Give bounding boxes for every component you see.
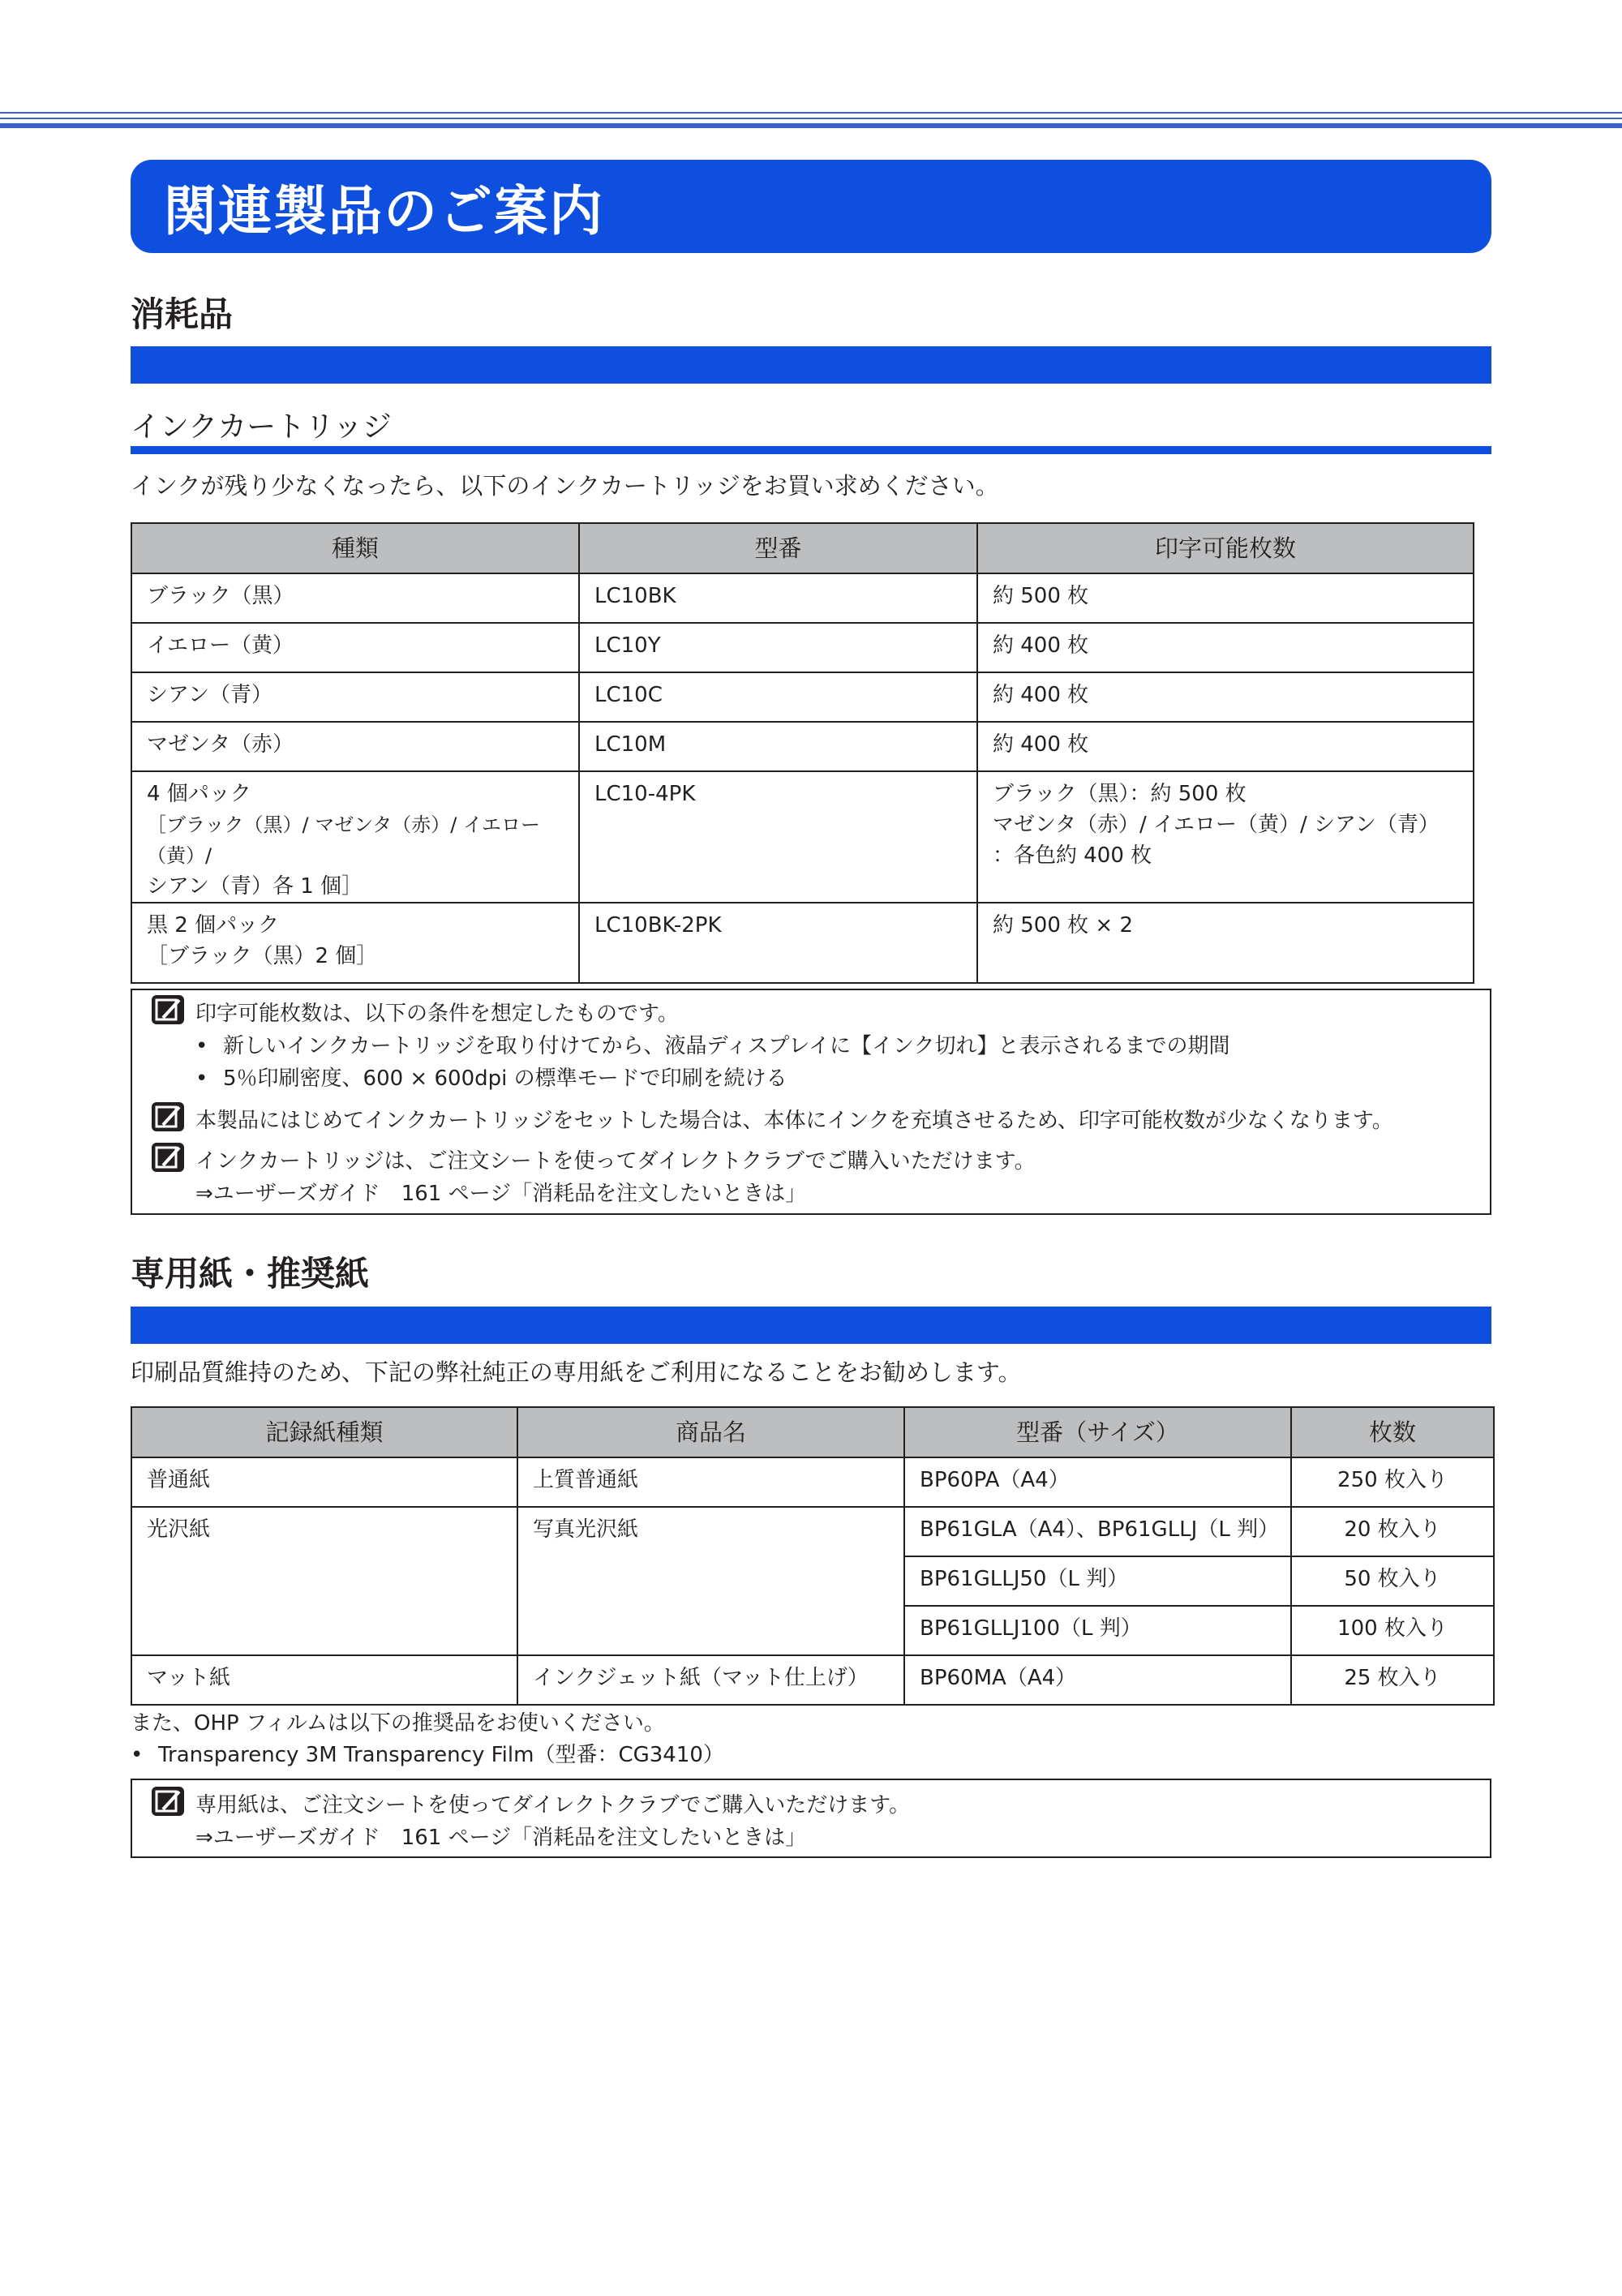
ink-type-line: シアン（青）各 1 個］	[147, 874, 363, 899]
ink-type-line: シアン（青）	[147, 683, 272, 707]
paper-kind-cell: 光沢紙	[131, 1507, 517, 1655]
ink-yield-line: 約 500 枚	[993, 584, 1089, 608]
table-row	[131, 1457, 1494, 1507]
note-reference-link[interactable]: ⇒ユーザーズガイド 161 ページ「消耗品を注文したいときは」	[195, 1182, 807, 1206]
ink-type-cell	[131, 771, 579, 903]
ink-yield-cell	[977, 722, 1474, 771]
table-row	[131, 722, 1474, 771]
ink-yield-cell	[977, 573, 1474, 623]
paper-count-cell: 100 枚入り	[1291, 1606, 1494, 1655]
paper-model-cell: BP60MA（A4）	[904, 1655, 1291, 1705]
consumables-heading-bar	[131, 346, 1491, 384]
table-row	[131, 771, 1474, 903]
bullet-marker: •	[195, 1066, 208, 1091]
paper-name-cell: インクジェット紙（マット仕上げ）	[517, 1655, 904, 1705]
top-rule-thin-1	[0, 112, 1622, 114]
ink-type-line: マゼンタ（赤）	[147, 732, 294, 757]
paper-table	[131, 1406, 1495, 1706]
ink-model-cell: LC10C	[579, 672, 977, 722]
table-row	[131, 573, 1474, 623]
ink-yield-cell	[977, 771, 1474, 903]
ink-type-line: ［ブラック（黒）2 個］	[147, 944, 378, 968]
ink-yield-line: ：各色約 400 枚	[993, 843, 1152, 868]
note-text: インクカートリッジは、ご注文シートを使ってダイレクトクラブでご購入いただけます。	[195, 1149, 1036, 1174]
table-header-cell: 種類	[131, 523, 579, 573]
bullet-marker: •	[131, 1743, 144, 1767]
consumables-heading: 消耗品	[131, 294, 234, 334]
bullet-marker: •	[195, 1034, 208, 1058]
table-header-cell: 型番	[579, 523, 977, 573]
ink-cartridge-heading-bar	[131, 446, 1491, 454]
ink-cartridge-heading: インクカートリッジ	[131, 410, 392, 444]
table-header-cell: 枚数	[1291, 1407, 1494, 1457]
paper-name-cell: 上質普通紙	[517, 1457, 904, 1507]
ink-yield-cell	[977, 623, 1474, 672]
paper-notes-box	[131, 1779, 1491, 1858]
ink-yield-line: ブラック（黒）：約 500 枚	[993, 782, 1247, 806]
table-header-cell: 商品名	[517, 1407, 904, 1457]
bullet-text: 5％印刷密度、600 × 600dpi の標準モードで印刷を続ける	[223, 1066, 787, 1091]
page-title-bar	[131, 160, 1491, 253]
note-reference-link[interactable]: ⇒ユーザーズガイド 161 ページ「消耗品を注文したいときは」	[195, 1826, 807, 1850]
paper-model-cell: BP61GLA（A4）、BP61GLLJ（L 判）	[904, 1507, 1291, 1556]
page-title: 関連製品のご案内	[163, 180, 604, 242]
ink-type-line: ［ブラック（黒）/ マゼンタ（赤）/ イエロー（黄）/	[147, 813, 541, 867]
paper-intro-text: 印刷品質維持のため、下記の弊社純正の専用紙をご利用になることをお勧めします。	[131, 1358, 1022, 1386]
table-row	[131, 672, 1474, 722]
ink-type-cell	[131, 722, 579, 771]
ink-model-cell: LC10M	[579, 722, 977, 771]
paper-model-cell: BP61GLLJ100（L 判）	[904, 1606, 1291, 1655]
bullet-text: 新しいインクカートリッジを取り付けてから、液晶ディスプレイに【インク切れ】と表示されるまでの期間	[223, 1034, 1230, 1058]
ink-model-cell: LC10BK	[579, 573, 977, 623]
ink-model-cell: LC10Y	[579, 623, 977, 672]
note-text: 印字可能枚数は、以下の条件を想定したものです。	[195, 1002, 679, 1026]
ink-type-line: 4 個パック	[147, 782, 251, 806]
paper-kind-cell: マット紙	[131, 1655, 517, 1705]
ink-yield-line: 約 400 枚	[993, 732, 1089, 757]
paper-count-cell: 25 枚入り	[1291, 1655, 1494, 1705]
paper-count-cell: 50 枚入り	[1291, 1556, 1494, 1606]
table-header-cell: 印字可能枚数	[977, 523, 1474, 573]
ink-intro-text: インクが残り少なくなったら、以下のインクカートリッジをお買い求めください。	[131, 472, 999, 500]
memo-pencil-icon	[152, 1143, 184, 1172]
paper-heading: 専用紙・推奨紙	[131, 1254, 370, 1294]
ink-yield-line: マゼンタ（赤）/ イエロー（黄）/ シアン（青）	[993, 813, 1440, 837]
paper-name-cell: 写真光沢紙	[517, 1507, 904, 1655]
memo-pencil-icon	[152, 1787, 184, 1816]
ink-type-cell	[131, 672, 579, 722]
ohp-item-text: Transparency 3M Transparency Film（型番：CG3410）	[158, 1743, 724, 1767]
memo-pencil-icon	[152, 1102, 184, 1131]
paper-kind-cell: 普通紙	[131, 1457, 517, 1507]
note-text: 専用紙は、ご注文シートを使ってダイレクトクラブでご購入いただけます。	[195, 1793, 911, 1817]
bullet-item	[195, 1029, 1230, 1059]
table-header-cell: 型番（サイズ）	[904, 1407, 1291, 1457]
paper-count-cell: 250 枚入り	[1291, 1457, 1494, 1507]
top-rule-thin-2	[0, 118, 1622, 119]
ink-type-line: イエロー（黄）	[147, 633, 294, 658]
bullet-item	[195, 1062, 787, 1092]
ink-yield-line: 約 400 枚	[993, 683, 1089, 707]
table-header-cell: 記録紙種類	[131, 1407, 517, 1457]
ink-model-cell: LC10-4PK	[579, 771, 977, 903]
ink-type-line: ブラック（黒）	[147, 584, 294, 608]
ink-yield-line: 約 500 枚 × 2	[993, 913, 1134, 938]
ink-type-line: 黒 2 個パック	[147, 913, 280, 938]
paper-count-cell: 20 枚入り	[1291, 1507, 1494, 1556]
paper-heading-bar	[131, 1307, 1491, 1344]
ink-cartridge-table	[131, 522, 1474, 984]
ink-yield-cell	[977, 672, 1474, 722]
ohp-text: また、OHP フィルムは以下の推奨品をお使いください。	[131, 1711, 665, 1736]
top-rule-thick	[0, 123, 1622, 128]
ink-type-cell	[131, 903, 579, 983]
note-text: 本製品にはじめてインクカートリッジをセットした場合は、本体にインクを充填させるため、印字可能枚数が少なくなります。	[195, 1109, 1393, 1133]
ink-model-cell: LC10BK-2PK	[579, 903, 977, 983]
table-row	[131, 1507, 1494, 1556]
paper-model-cell: BP61GLLJ50（L 判）	[904, 1556, 1291, 1606]
paper-model-cell: BP60PA（A4）	[904, 1457, 1291, 1507]
ink-yield-line: 約 400 枚	[993, 633, 1089, 658]
table-row	[131, 903, 1474, 983]
ohp-bullet-item	[131, 1738, 724, 1768]
ink-type-cell	[131, 573, 579, 623]
table-row	[131, 1655, 1494, 1705]
memo-pencil-icon	[152, 995, 184, 1024]
ink-type-cell	[131, 623, 579, 672]
ink-notes-box	[131, 989, 1491, 1215]
table-header-row	[131, 1407, 1494, 1457]
ink-yield-cell	[977, 903, 1474, 983]
table-header-row	[131, 523, 1474, 573]
table-row	[131, 623, 1474, 672]
